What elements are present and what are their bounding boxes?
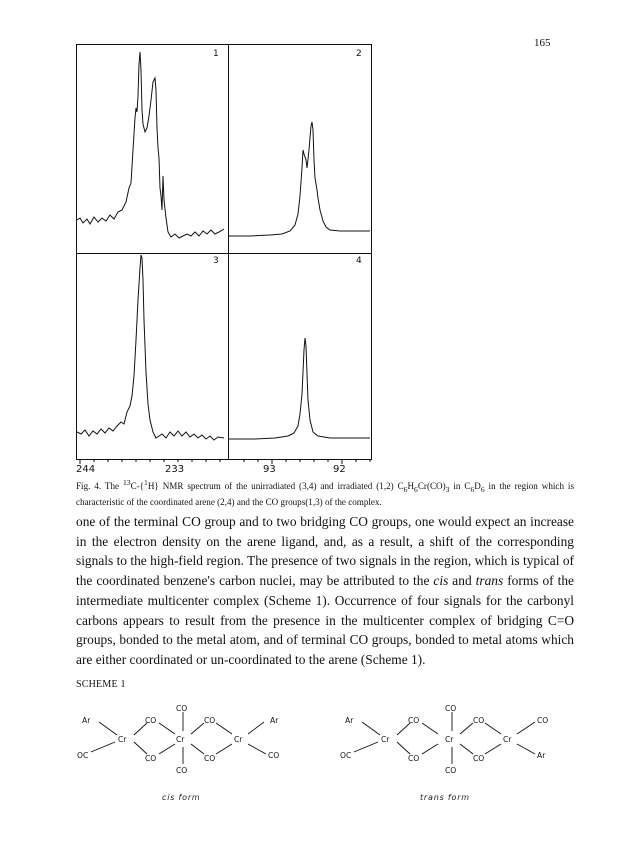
cis-label-oc-left: OC: [77, 751, 89, 760]
trans-form-caption: trans form: [420, 793, 470, 802]
trans-label-co-bridge-2: CO: [473, 716, 485, 725]
panel-label-2: 2: [356, 49, 362, 59]
trans-label-cr-2: Cr: [445, 735, 454, 744]
scheme-cis: [77, 704, 279, 802]
cis-label-co-bridge-3: CO: [145, 754, 157, 763]
cis-label-co-right: CO: [268, 751, 280, 760]
trans-label-co-bottom: CO: [445, 766, 457, 775]
cis-label-co-bridge-1: CO: [145, 716, 157, 725]
cis-label-ar-left: Ar: [82, 716, 91, 725]
panel-frames: [77, 45, 372, 460]
spectrum-panel-4: [229, 338, 370, 439]
body-paragraph: one of the terminal CO group and to two bridging CO groups, one would expect an increase in the electron density on the arene ligand, and, as a result, a shift of the corresponding signals to the high-field region. The presence of two signals in the region, which is typical of the coordinated benzene's carbon nuclei, may be attributed to the cis and trans forms of the intermediate multicenter complex (Scheme 1). Occurrence of four signals for the carbonyl carbons appears to result from the presence in the multicenter complex of bridging C=O groups, bonded to the metal atom, and of terminal CO groups, bonded to metal atoms which are either coordinated or un-coordinated to the arene (Scheme 1).: [76, 514, 574, 667]
axis-label-92: 92: [333, 464, 346, 475]
cis-label-co-bridge-2: CO: [204, 716, 216, 725]
trans-label-ar-right: Ar: [537, 751, 546, 760]
panel-label-1: 1: [213, 49, 219, 59]
spectrum-panel-2: [229, 122, 370, 236]
spectrum-panel-3: [77, 255, 224, 440]
trans-label-cr-3: Cr: [503, 735, 512, 744]
figure-caption: Fig. 4. The $^{13}$C-{$^1$H} NMR spectrum of the unirradiated (3,4) and irradiated (1,2) $C_6H_6Cr(CO)_3$ in $C_6D_6$ in the region which is characteristic of the coordinated arene (2,4) and the CO groups(1,3) of the complex.: [76, 478, 574, 507]
cis-label-cr-2: Cr: [176, 735, 185, 744]
axis-label-244: 244: [76, 464, 96, 475]
cis-label-cr-1: Cr: [118, 735, 127, 744]
trans-label-cr-1: Cr: [381, 735, 390, 744]
trans-label-co-bridge-3: CO: [408, 754, 420, 763]
cis-label-co-top: CO: [176, 704, 188, 713]
trans-label-oc-left: OC: [340, 751, 352, 760]
cis-form-caption: cis form: [162, 793, 201, 802]
trans-label-co-top: CO: [445, 704, 457, 713]
trans-label-co-bridge-4: CO: [473, 754, 485, 763]
cis-label-co-bottom: CO: [176, 766, 188, 775]
scheme-trans: [340, 704, 548, 802]
cis-label-cr-3: Cr: [234, 735, 243, 744]
page-number: 165: [534, 37, 551, 49]
axis-label-93: 93: [263, 464, 276, 475]
trans-label-ar-left: Ar: [345, 716, 354, 725]
spectrum-panel-1: [77, 52, 224, 238]
cis-label-ar-right: Ar: [270, 716, 279, 725]
panel-label-3: 3: [213, 256, 219, 266]
cis-label-co-bridge-4: CO: [204, 754, 216, 763]
axis-label-233: 233: [165, 464, 185, 475]
trans-label-co-right-top: CO: [537, 716, 549, 725]
trans-label-co-bridge-1: CO: [408, 716, 420, 725]
scheme-title: SCHEME 1: [76, 679, 126, 690]
panel-label-4: 4: [356, 256, 362, 266]
